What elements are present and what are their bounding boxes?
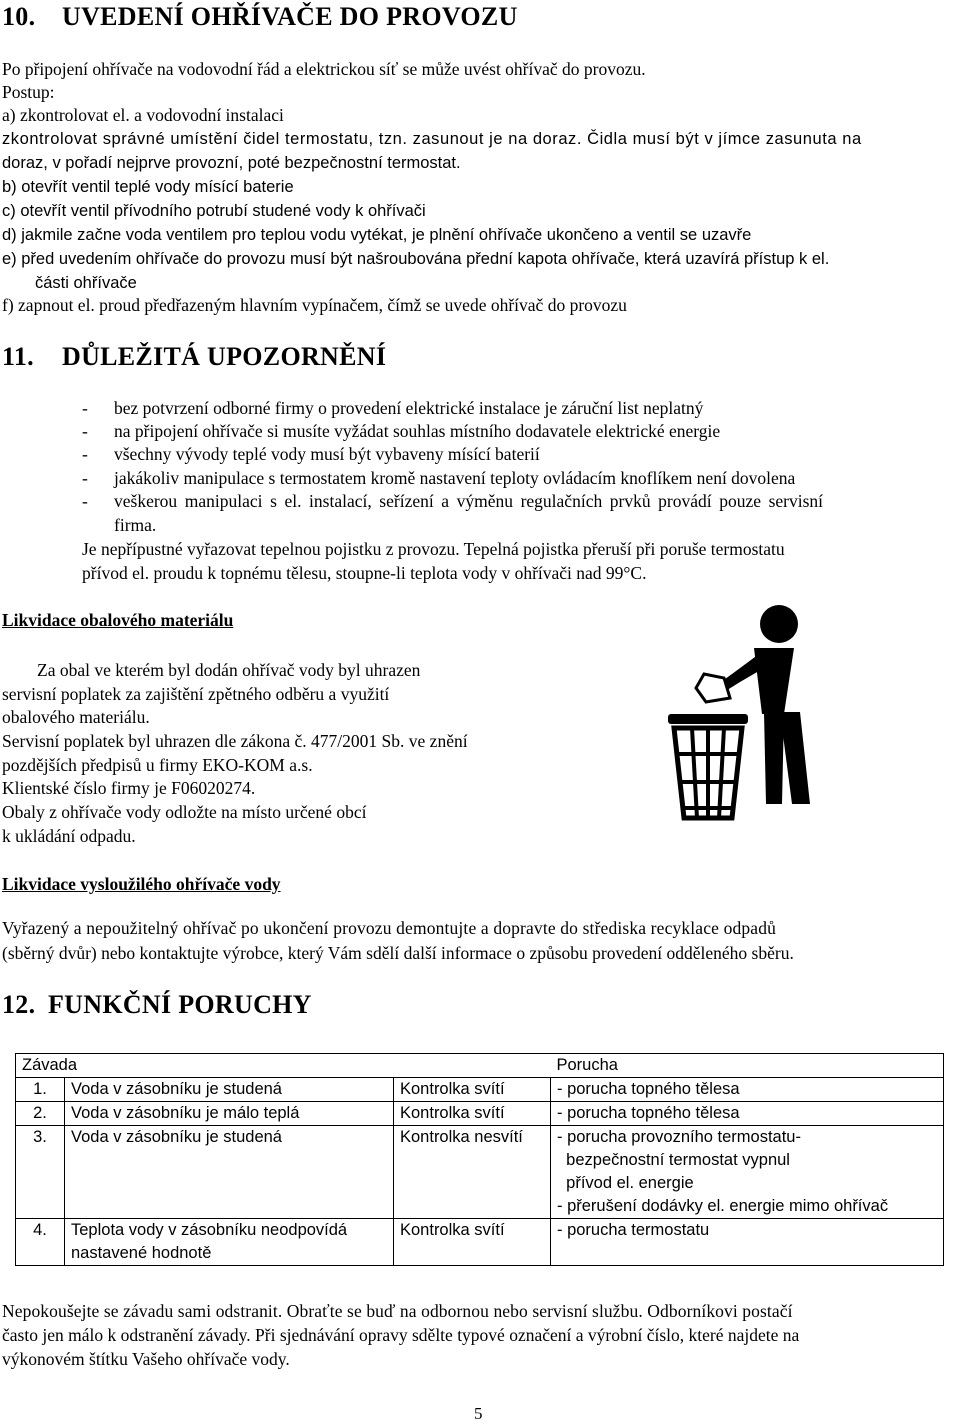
thermal-fuse-note-2: přívod el. proudu k topnému tělesu, stoupne-li teplota vody v ohřívači nad 99°C. — [82, 563, 647, 583]
faults-table — [15, 1053, 944, 1266]
section-title: DŮLEŽITÁ UPOZORNĚNÍ — [62, 342, 387, 371]
footer-line-2: často jen málo k odstranění závady. Při sjednávání opravy sdělte typové označení a výrobní číslo, které najdete na — [2, 1325, 800, 1345]
warning-item-2: - na připojení ohřívače si musíte vyžádat souhlas místního dodavatele elektrické energie — [82, 421, 721, 441]
section-10-heading — [2, 2, 518, 32]
warning-item-4: - jakákoliv manipulace s termostatem kromě nastavení teploty ovládacím knoflíkem není dovolena — [82, 468, 796, 488]
section-11-heading — [2, 342, 386, 372]
section-title: FUNKČNÍ PORUCHY — [48, 990, 312, 1019]
step-a-continued-1: zkontrolovat správné umístění čidel termostatu, tzn. zasunout je na doraz. Čidla musí být v jímce zasunuta na — [2, 130, 862, 148]
page-number: 5 — [474, 1404, 483, 1423]
disposal-line-2: (sběrný dvůr) nebo kontaktujte výrobce, který Vám sdělí další informace o způsobu provedení odděleného sběru. — [2, 943, 794, 963]
table-header-row — [16, 1054, 944, 1078]
packaging-heading: Likvidace obalového materiálu — [2, 610, 234, 630]
tidyman-recycle-icon — [634, 604, 834, 826]
disposal-heading: Likvidace vysloužilého ohřívače vody — [2, 874, 281, 894]
step-e-continued: části ohřívače — [35, 274, 137, 292]
table-row: 2. Voda v zásobníku je málo teplá Kontrolka svítí - porucha topného tělesa — [16, 1102, 944, 1126]
intro-text: Po připojení ohřívače na vodovodní řád a elektrickou síť se může uvést ohřívač do provozu. — [2, 59, 646, 79]
thermal-fuse-note-1: Je nepřípustné vyřazovat tepelnou pojistku z provozu. Tepelná pojistka přeruší při poruše termostatu — [82, 539, 785, 559]
step-a: a) zkontrolovat el. a vodovodní instalaci — [2, 105, 284, 125]
header-zavada: Závada — [16, 1054, 551, 1078]
step-b: b) otevřít ventil teplé vody mísící baterie — [2, 178, 294, 196]
section-number: 12. — [2, 990, 36, 1019]
packaging-line-2: servisní poplatek za zajištění zpětného odběru a využití — [2, 684, 390, 704]
postup-label: Postup: — [2, 82, 55, 102]
packaging-line-5: pozdějších předpisů u firmy EKO-KOM a.s. — [2, 755, 313, 775]
warning-item-5-continued: firma. — [114, 515, 157, 535]
step-c: c) otevřít ventil přívodního potrubí studené vody k ohřívači — [2, 202, 426, 220]
table-row: 3. Voda v zásobníku je studená Kontrolka nesvítí - porucha provozního termostatu- bezpečnostní termostat vypnul přívod el. energie - přerušení dodávky el. energie mimo ohřívač — [16, 1126, 944, 1219]
packaging-line-6: Klientské číslo firmy je F06020274. — [2, 778, 256, 798]
packaging-line-8: k ukládání odpadu. — [2, 826, 136, 846]
warning-item-3: - všechny vývody teplé vody musí být vybaveny mísící baterií — [82, 444, 540, 464]
step-f: f) zapnout el. proud předřazeným hlavním vypínačem, čímž se uvede ohřívač do provozu — [2, 295, 627, 315]
section-number: 10. — [2, 2, 36, 31]
footer-line-3: výkonovém štítku Vašeho ohřívače vody. — [2, 1349, 290, 1369]
packaging-line-4: Servisní poplatek byl uhrazen dle zákona č. 477/2001 Sb. ve znění — [2, 731, 468, 751]
section-title: UVEDENÍ OHŘÍVAČE DO PROVOZU — [62, 2, 518, 31]
step-e: e) před uvedením ohřívače do provozu musí být našroubována přední kapota ohřívače, která uzavírá přístup k el. — [2, 250, 830, 268]
table-row: 1. Voda v zásobníku je studená Kontrolka svítí - porucha topného tělesa — [16, 1078, 944, 1102]
header-porucha: Porucha — [551, 1054, 944, 1078]
warning-item-1: - bez potvrzení odborné firmy o provedení elektrické instalace je záruční list neplatný — [82, 398, 704, 418]
fault-cell-multiline: - porucha provozního termostatu- bezpečnostní termostat vypnul přívod el. energie - přerušení dodávky el. energie mimo ohřívač — [551, 1126, 944, 1219]
disposal-line-1: Vyřazený a nepoužitelný ohřívač po ukončení provozu demontujte a dopravte do střediska recyklace odpadů — [2, 918, 776, 938]
packaging-line-3: obalového materiálu. — [2, 707, 150, 727]
warning-item-5: - veškerou manipulaci s el. instalací, seřízení a výměnu regulačních prvků provádí pouze servisní — [82, 491, 824, 511]
packaging-line-7: Obaly z ohřívače vody odložte na místo určené obcí — [2, 802, 367, 822]
table-row: 4. Teplota vody v zásobníku neodpovídá nastavené hodnotě Kontrolka svítí - porucha termostatu — [16, 1219, 944, 1266]
section-12-heading — [2, 990, 312, 1020]
packaging-line-1: Za obal ve kterém byl dodán ohřívač vody byl uhrazen — [37, 660, 421, 680]
step-a-continued-2: doraz, v pořadí nejprve provozní, poté bezpečnostní termostat. — [2, 154, 461, 172]
section-number: 11. — [2, 342, 34, 371]
step-d: d) jakmile začne voda ventilem pro teplou vodu vytékat, je plnění ohřívače ukončeno a ventil se uzavře — [2, 226, 752, 244]
footer-line-1: Nepokoušejte se závadu sami odstranit. Obraťte se buď na odbornou nebo servisní službu. Odborníkovi postačí — [2, 1301, 793, 1321]
